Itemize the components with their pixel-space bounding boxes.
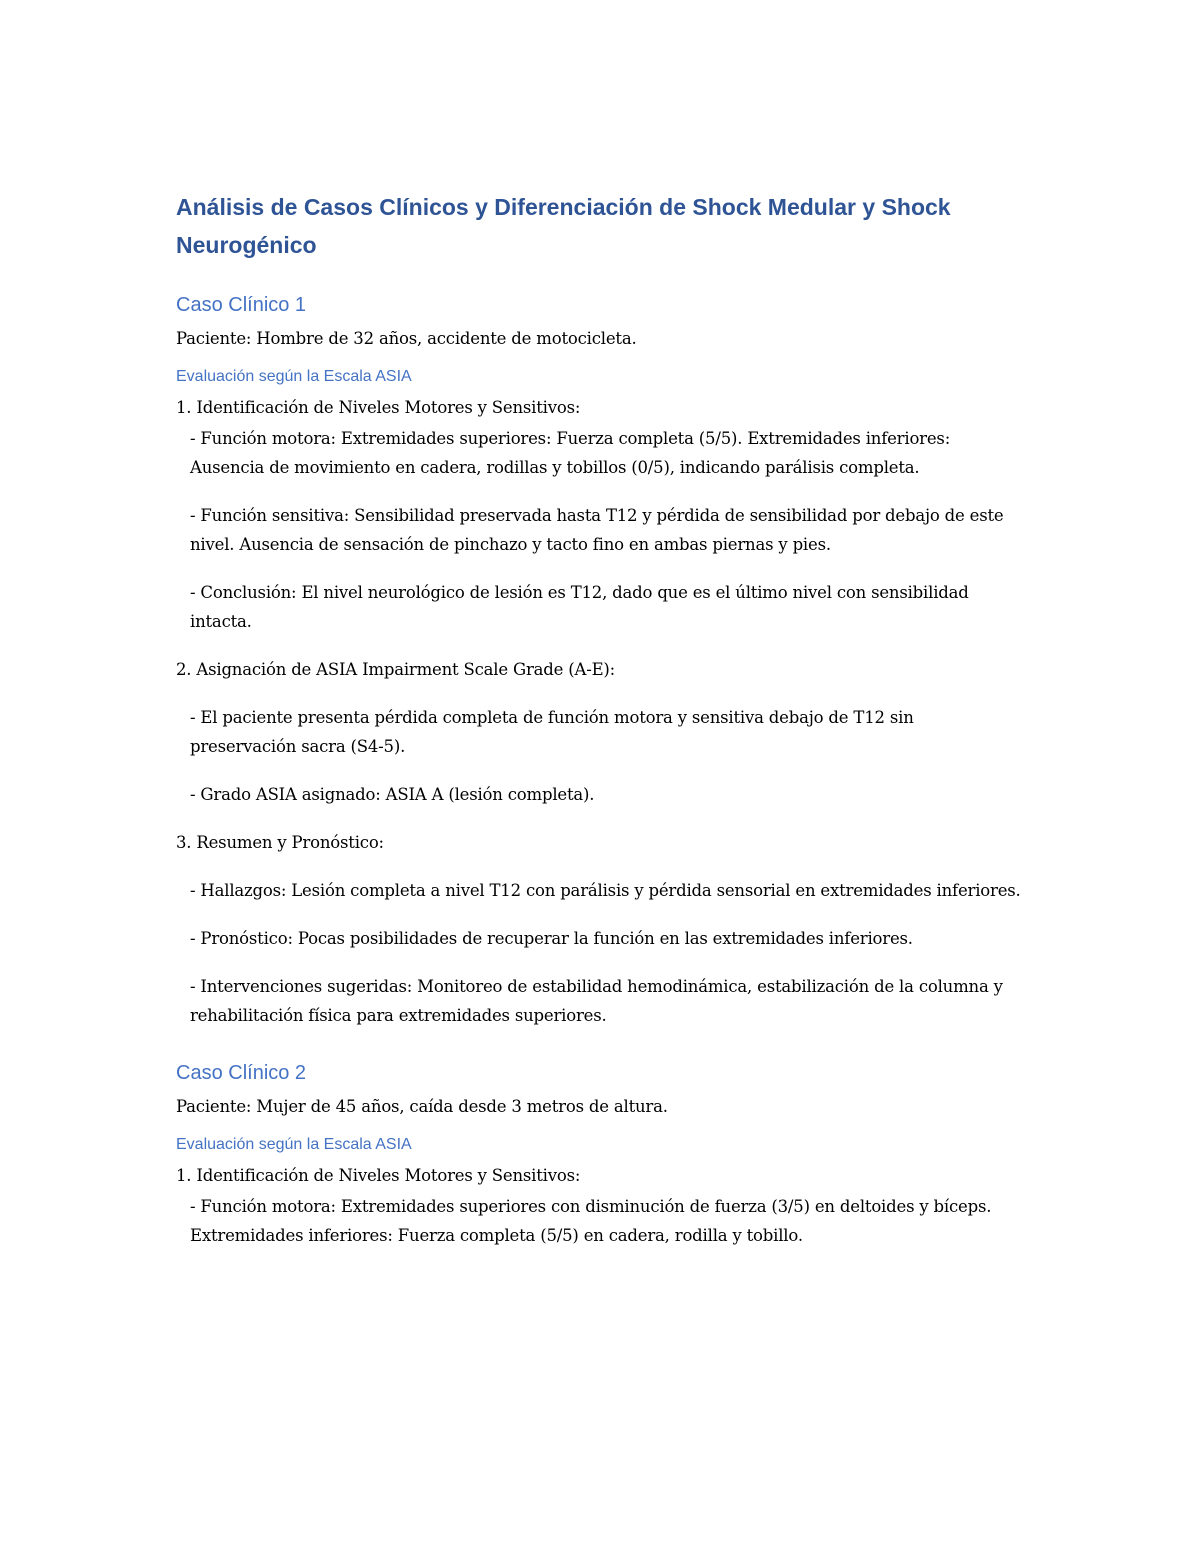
case-2-eval-heading: Evaluación según la Escala ASIA: [176, 1136, 412, 1153]
case-1-sensory-function: - Función sensitiva: Sensibilidad preservada hasta T12 y pérdida de sensibilidad por debajo de este nivel. Ausencia de sensación de pinchazo y tacto fino en ambas piernas y pies.: [190, 506, 1004, 554]
case-1-prognosis: - Pronóstico: Pocas posibilidades de recuperar la función en las extremidades inferiores.: [190, 929, 913, 948]
case-1-interventions: - Intervenciones sugeridas: Monitoreo de estabilidad hemodinámica, estabilización de la columna y rehabilitación física para extremidades superiores.: [190, 977, 1003, 1025]
case-1-motor-function: - Función motora: Extremidades superiores: Fuerza completa (5/5). Extremidades inferiores: Ausencia de movimiento en cadera, rodillas y tobillos (0/5), indicando parálisis completa.: [190, 429, 951, 477]
case-1-grade: - Grado ASIA asignado: ASIA A (lesión completa).: [190, 785, 595, 804]
case-1-conclusion: - Conclusión: El nivel neurológico de lesión es T12, dado que es el último nivel con sensibilidad intacta.: [190, 583, 969, 631]
case-1-section-1: 1. Identificación de Niveles Motores y Sensitivos:: [176, 398, 581, 417]
document-body: [176, 188, 1024, 1269]
case-2-motor-function: - Función motora: Extremidades superiores con disminución de fuerza (3/5) en deltoides y bíceps. Extremidades inferiores: Fuerza completa (5/5) en cadera, rodilla y tobillo.: [190, 1197, 992, 1245]
case-1-eval-heading: Evaluación según la Escala ASIA: [176, 368, 412, 385]
case-1-loss: - El paciente presenta pérdida completa de función motora y sensitiva debajo de T12 sin preservación sacra (S4-5).: [190, 708, 914, 756]
case-1-section-2: 2. Asignación de ASIA Impairment Scale Grade (A-E):: [176, 660, 616, 679]
case-1-findings: - Hallazgos: Lesión completa a nivel T12 con parálisis y pérdida sensorial en extremidades inferiores.: [190, 881, 1021, 900]
case-2-heading: Caso Clínico 2: [176, 1062, 307, 1084]
case-2-section-1: 1. Identificación de Niveles Motores y Sensitivos:: [176, 1166, 581, 1185]
case-2-patient: Paciente: Mujer de 45 años, caída desde 3 metros de altura.: [176, 1097, 668, 1116]
case-1-section-3: 3. Resumen y Pronóstico:: [176, 833, 384, 852]
case-1-patient: Paciente: Hombre de 32 años, accidente de motocicleta.: [176, 329, 637, 348]
document-title: Análisis de Casos Clínicos y Diferenciación de Shock Medular y Shock Neurogénico: [176, 194, 951, 258]
case-1-heading: Caso Clínico 1: [176, 294, 307, 316]
